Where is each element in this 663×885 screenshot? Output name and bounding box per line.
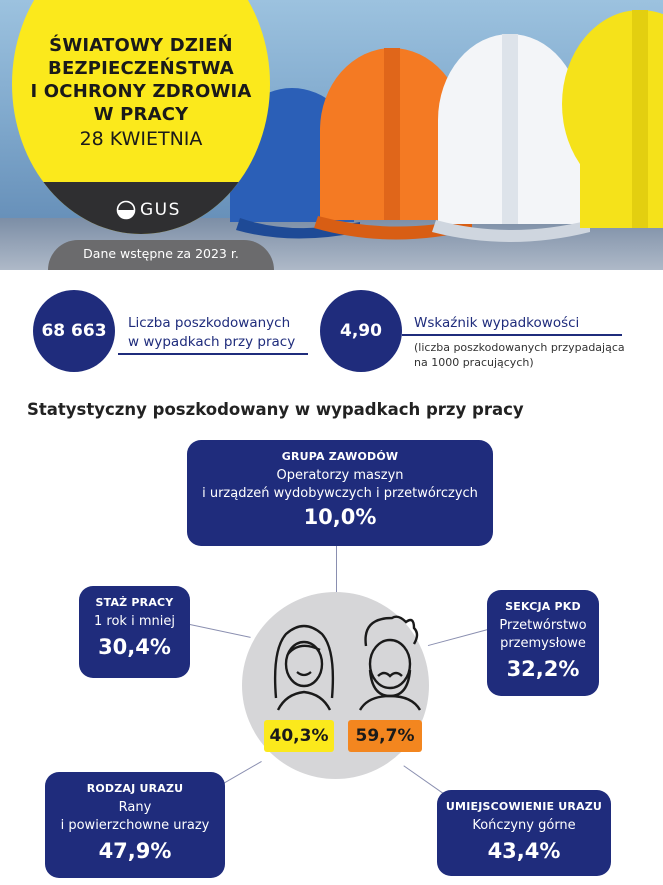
card-injury-location-caption: UMIEJSCOWIENIE URAZU <box>445 800 603 813</box>
card-section-pct: 32,2% <box>506 657 580 681</box>
kpi-victims-label <box>128 314 295 352</box>
card-injury-type-pct: 47,9% <box>98 839 172 863</box>
female-share-badge: 40,3% <box>264 720 334 752</box>
kpi-victims-label-line-2: w wypadkach przy pracy <box>128 334 296 350</box>
kpi-rate-note-line-1: (liczba poszkodowanych przypadająca <box>414 341 625 354</box>
card-injury-type <box>45 772 225 878</box>
card-injury-type-caption: RODZAJ URAZU <box>86 782 184 795</box>
connector-section <box>428 629 488 646</box>
card-occupation-pct: 10,0% <box>303 505 377 529</box>
gus-logo-icon <box>116 200 136 220</box>
section-title: Statystyczny poszkodowany w wypadkach przy pracy <box>27 400 524 419</box>
card-occupation-desc <box>187 467 493 503</box>
card-occupation-group <box>187 440 493 546</box>
card-tenure-caption: STAŻ PRACY <box>95 596 174 609</box>
card-pkd-section <box>487 590 599 696</box>
connector-injury-location <box>403 765 446 796</box>
card-tenure-desc: 1 rok i mniej <box>94 614 175 629</box>
card-injury-location <box>437 790 611 876</box>
card-tenure <box>79 586 190 678</box>
card-section-desc-line-2: przemysłowe <box>500 636 586 651</box>
connector-occupation <box>336 546 337 596</box>
title-block <box>28 34 254 152</box>
title-line-2: BEZPIECZEŃSTWA <box>48 58 234 79</box>
male-share-badge: 59,7% <box>348 720 422 752</box>
kpi-rate-value: 4,90 <box>320 290 402 372</box>
card-occupation-desc-line-1: Operatorzy maszyn <box>276 468 404 483</box>
card-injury-type-desc-line-2: i powierzchowne urazy <box>60 818 210 833</box>
gus-logo <box>116 200 181 220</box>
card-occupation-desc-line-2: i urządzeń wydobywczych i przetwórczych <box>202 486 478 501</box>
card-injury-location-pct: 43,4% <box>487 839 561 863</box>
title-line-4: W PRACY <box>93 104 189 125</box>
kpi-victims-label-line-1: Liczba poszkodowanych <box>128 315 291 331</box>
card-section-desc <box>487 617 599 653</box>
event-date: 28 KWIETNIA <box>79 128 203 150</box>
kpi-rate-underline <box>402 334 622 336</box>
card-section-desc-line-1: Przetwórstwo <box>499 618 587 633</box>
woman-icon <box>264 620 344 712</box>
kpi-rate-label: Wskaźnik wypadkowości <box>414 315 580 331</box>
title-line-1: ŚWIATOWY DZIEŃ <box>49 35 233 56</box>
man-icon <box>348 612 428 712</box>
connector-tenure <box>190 624 251 638</box>
card-injury-type-desc-line-1: Rany <box>118 800 152 815</box>
kpi-rate-note-line-2: na 1000 pracujących) <box>414 356 534 369</box>
title-line-3: I OCHRONY ZDROWIA <box>30 81 252 102</box>
data-note: Dane wstępne za 2023 r. <box>83 246 239 261</box>
gus-logo-text: GUS <box>140 200 181 220</box>
card-injury-location-desc: Kończyny górne <box>472 818 576 833</box>
kpi-victims-underline <box>118 353 308 355</box>
card-section-caption: SEKCJA PKD <box>505 600 581 613</box>
kpi-victims-value: 68 663 <box>33 290 115 372</box>
kpi-rate-note <box>414 340 625 370</box>
header-banner <box>0 0 663 270</box>
card-injury-type-desc <box>45 799 225 835</box>
card-occupation-caption: GRUPA ZAWODÓW <box>281 450 399 463</box>
card-tenure-pct: 30,4% <box>98 635 171 659</box>
